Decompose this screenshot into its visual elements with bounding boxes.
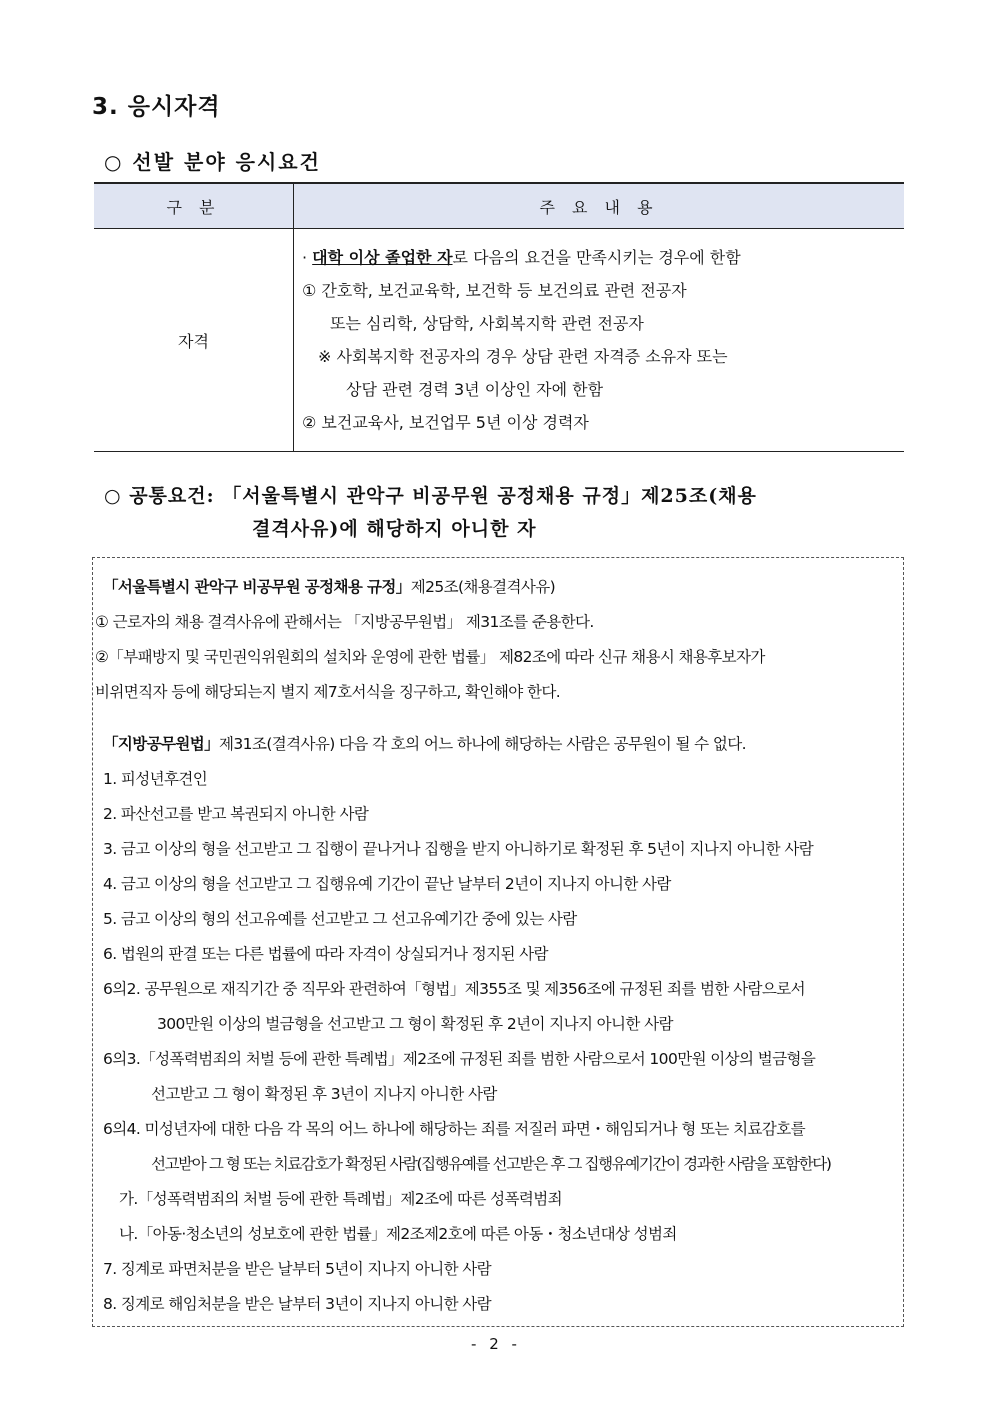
list-item: 3. 금고 이상의 형을 선고받고 그 집행이 끝나거나 집행을 받지 아니하기로 확정된 후 5년이 지나지 아니한 사람: [103, 840, 814, 858]
common-heading-line-2: 결격사유)에 해당하지 아니한 자: [252, 518, 537, 540]
list-item-cont: 300만원 이상의 벌금형을 선고받고 그 형이 확정된 후 2년이 지나지 아니한 사람: [157, 1015, 673, 1033]
list-item: 1. 피성년후견인: [103, 770, 208, 788]
category-cell: 자격: [94, 229, 294, 452]
common-requirements-heading: [104, 480, 904, 546]
regulation-clause-2-cont: 비위면직자 등에 해당되는지 별지 제7호서식을 징구하고, 확인해야 한다.: [95, 683, 561, 701]
regulation-clause-2: ②「부패방지 및 국민권익위원회의 설치와 운영에 관한 법률」 제82조에 따라 신규 채용시 채용후보자가: [95, 648, 765, 666]
list-item: 5. 금고 이상의 형의 선고유예를 선고받고 그 선고유예기간 중에 있는 사람: [103, 910, 577, 928]
requirement-note-2: 상담 관련 경력 3년 이상인 자에 한함: [346, 380, 604, 399]
law-title: [103, 732, 746, 754]
content-cell: [294, 229, 905, 452]
bullet: ·: [302, 248, 313, 267]
list-item: 8. 징계로 해임처분을 받은 날부터 3년이 지나지 아니한 사람: [103, 1295, 492, 1313]
table-header-row: [94, 183, 904, 229]
requirement-line-2: ① 간호학, 보건교육학, 보건학 등 보건의료 관련 전공자: [302, 281, 687, 300]
emphasis-text: 대학 이상 졸업한 자: [312, 248, 453, 267]
requirement-note-1: ※ 사회복지학 전공자의 경우 상담 관련 자격증 소유자 또는: [318, 347, 728, 366]
regulation-name: 「서울특별시 관악구 비공무원 공정채용 규정」: [103, 578, 411, 596]
page-number: - 2 -: [471, 1335, 521, 1353]
requirement-line-1: [302, 241, 904, 274]
requirement-line-3: 또는 심리학, 상담학, 사회복지학 관련 전공자: [330, 314, 644, 333]
list-sub-item: 나.「아동·청소년의 성보호에 관한 법률」제2조제2호에 따른 아동・청소년대상 성범죄: [119, 1225, 677, 1243]
regulation-box: [92, 557, 904, 1327]
list-item: 2. 파산선고를 받고 복권되지 아니한 사람: [103, 805, 369, 823]
header-category: 구 분: [94, 183, 294, 229]
common-heading-line-1: ○ 공통요건: 「서울특별시 관악구 비공무원 공정채용 규정」제25조(채용: [104, 485, 757, 507]
requirements-table: [94, 182, 904, 452]
law-name: 「지방공무원법」: [103, 735, 220, 753]
regulation-title: [103, 575, 555, 597]
table-row: [94, 229, 904, 452]
section-title: 3. 응시자격: [92, 94, 221, 120]
list-item-cont: 선고받고 그 형이 확정된 후 3년이 지나지 아니한 사람: [151, 1085, 497, 1103]
selection-requirements-heading: ○ 선발 분야 응시요건: [104, 150, 321, 174]
list-item: 6의2. 공무원으로 재직기간 중 직무와 관련하여「형법」제355조 및 제356조에 규정된 죄를 범한 사람으로서: [103, 980, 805, 998]
requirement-line-6: ② 보건교육사, 보건업무 5년 이상 경력자: [302, 413, 589, 432]
list-sub-item: 가.「성폭력범죄의 처벌 등에 관한 특례법」제2조에 따른 성폭력범죄: [119, 1190, 563, 1208]
header-content: 주 요 내 용: [294, 183, 905, 229]
list-item: 6. 법원의 판결 또는 다른 법률에 따라 자격이 상실되거나 정지된 사람: [103, 945, 548, 963]
list-item: 4. 금고 이상의 형을 선고받고 그 집행유예 기간이 끝난 날부터 2년이 지나지 아니한 사람: [103, 875, 671, 893]
law-article: 제31조(결격사유) 다음 각 호의 어느 하나에 해당하는 사람은 공무원이 될 수 없다.: [219, 735, 746, 753]
list-item-cont: 선고받아 그 형 또는 치료감호가 확정된 사람(집행유예를 선고받은 후 그 집행유예기간이 경과한 사람을 포함한다): [151, 1155, 831, 1173]
list-item: 6의4. 미성년자에 대한 다음 각 목의 어느 하나에 해당하는 죄를 저질러 파면・해임되거나 형 또는 치료감호를: [103, 1120, 805, 1138]
requirement-text: 로 다음의 요건을 만족시키는 경우에 한함: [452, 248, 741, 267]
list-item: 7. 징계로 파면처분을 받은 날부터 5년이 지나지 아니한 사람: [103, 1260, 492, 1278]
list-item: 6의3.「성폭력범죄의 처벌 등에 관한 특례법」제2조에 규정된 죄를 범한 사람으로서 100만원 이상의 벌금형을: [103, 1050, 816, 1068]
regulation-article: 제25조(채용결격사유): [410, 578, 556, 596]
regulation-clause-1: ① 근로자의 채용 결격사유에 관해서는 「지방공무원법」 제31조를 준용한다.: [95, 613, 594, 631]
